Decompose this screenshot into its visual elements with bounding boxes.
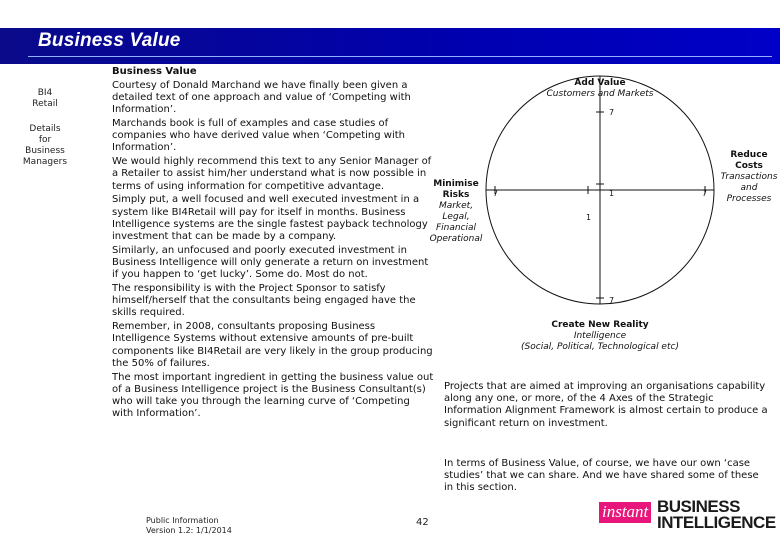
axis-title-reduce: Reduce	[730, 150, 768, 160]
scale-label-right-max: 7	[702, 189, 708, 198]
footer-info	[146, 516, 232, 535]
sidebar-audience-line: Managers	[22, 157, 68, 167]
sidebar-audience-line: Business	[25, 146, 65, 156]
diagram-label-bottom	[500, 320, 700, 353]
axis-title-risks: Risks	[442, 190, 470, 200]
sidebar-product-line: BI4	[37, 88, 53, 98]
axis-title-minimise: Minimise	[433, 179, 479, 189]
scale-label-top-max: 7	[609, 108, 615, 117]
body-paragraph: We would highly recommend this text to any Senior Manager of a Retailer to assist him/her understand what is now possible in terms of using information for competitive advantage.	[112, 156, 432, 192]
axis-subtitle-intelligence: Intelligence	[573, 331, 627, 341]
right-paragraph-projects: Projects that are aimed at improving an organisations capability along any one, or more, of the 4 Axes of the Strategic Information Alignment Framework is almost certain to produce a significant return on investment.	[444, 381, 768, 429]
axis-subtitle-financial: Financial	[435, 223, 477, 233]
axis-subtitle-operational: Operational	[429, 234, 483, 244]
logo-instant-text: instant	[599, 502, 651, 523]
scale-label-left-min: 1	[586, 213, 592, 222]
section-heading: Business Value	[112, 66, 197, 77]
right-paragraph-case-studies: In terms of Business Value, of course, we have our own ‘case studies’ that we can share. And we have shared some of these in this section.	[444, 458, 759, 494]
body-paragraph: The responsibility is with the Project Sponsor to satisfy himself/herself that the consultants being engaged have the skills required.	[112, 283, 416, 319]
axis-subtitle-customers: Customers and Markets	[546, 89, 654, 99]
body-paragraph: Similarly, an unfocused and poorly executed investment in Business Intelligence will only generate a return on investment if you happen to ‘get lucky’. Some do. Most do not.	[112, 244, 429, 281]
body-paragraph: Remember, in 2008, consultants proposing Business Intelligence Systems without extensive amounts of pre-built components like BI4Retail are very likely in the group producing the 50% of failures.	[112, 321, 433, 369]
sidebar-product-label	[20, 88, 70, 110]
scale-label-bottom-max: 7	[609, 296, 615, 305]
sidebar-audience-label	[20, 124, 70, 168]
axis-title-create-new-reality: Create New Reality	[551, 320, 649, 330]
page-title: Business Value	[38, 30, 181, 51]
body-paragraph: The most important ingredient in getting the business value out of a Business Intelligence project is the Business Consultant(s) who will take you through the learning curve of ‘Competing with Information’.	[112, 371, 434, 420]
header-top-band	[0, 18, 780, 28]
body-paragraph: Marchands book is full of examples and case studies of companies who have derived value when ‘Competing with Information’.	[112, 118, 405, 154]
axis-title-add-value: Add Value	[574, 78, 626, 88]
diagram-label-top	[520, 78, 680, 100]
diagram-label-right	[716, 150, 780, 205]
main-text-column	[112, 66, 434, 422]
sidebar-audience-line: for	[38, 135, 52, 145]
scale-label-center-min: 1	[609, 189, 615, 198]
page-number: 42	[416, 517, 429, 528]
body-paragraph: Simply put, a well focused and well executed investment in a system like BI4Retail will pay for itself in months. Business Intelligence systems are the single fastest payback technology investment that can be made by a company.	[112, 194, 428, 243]
logo-intelligence-text: INTELLIGENCE	[657, 513, 776, 532]
footer-version: Version 1.2: 1/1/2014	[146, 525, 232, 535]
axis-subtitle-transactions: Transactions	[720, 172, 778, 182]
instant-business-intelligence-logo	[599, 497, 776, 532]
axis-subtitle-social: (Social, Political, Technological etc)	[521, 342, 679, 352]
header-bar	[0, 18, 780, 64]
footer-classification: Public Information	[146, 516, 219, 525]
sidebar-product-line: Retail	[32, 99, 58, 109]
logo-business-text: BUSINESS	[657, 497, 740, 516]
body-paragraph: Courtesy of Donald Marchand we have finally been given a detailed text of one approach and value of ‘Competing with Information’.	[112, 79, 411, 116]
axis-subtitle-processes: Processes	[726, 194, 772, 204]
scale-label-left-max: 7	[493, 189, 499, 198]
sidebar-audience-line: Details	[29, 124, 61, 134]
axis-subtitle-market: Market,	[438, 201, 474, 211]
axis-subtitle-and: and	[740, 183, 758, 193]
header-underline	[28, 56, 772, 57]
axis-subtitle-legal: Legal,	[442, 212, 470, 222]
diagram-label-left	[424, 179, 488, 245]
axis-title-costs: Costs	[735, 161, 763, 171]
